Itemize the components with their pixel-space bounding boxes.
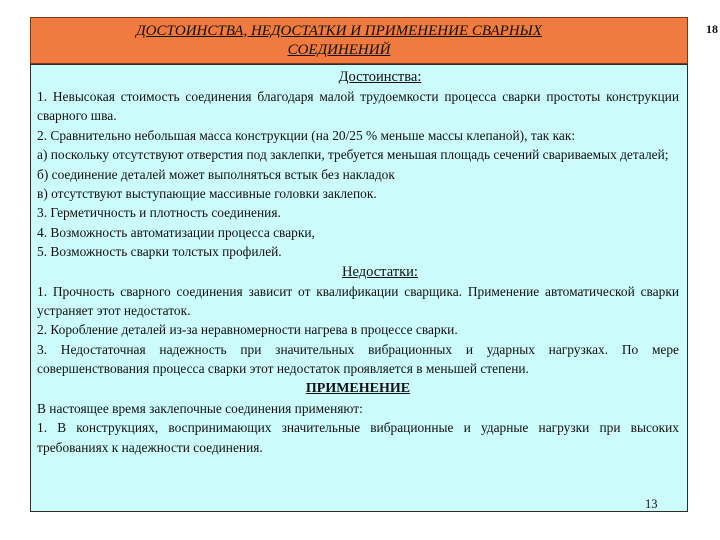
disadvantage-item: 1. Прочность сварного соединения зависит от квалификации сварщика. Применение автоматической сварки устраняет этот недостаток.	[37, 283, 679, 319]
title-line-1: ДОСТОИНСТВА, НЕДОСТАТКИ И ПРИМЕНЕНИЕ СВАРНЫХ	[136, 22, 542, 39]
advantage-item: 2. Сравнительно небольшая масса конструкции (на 20/25 % меньше массы клепаной), так как:	[37, 127, 576, 143]
disadvantages-heading: Недостатки:	[342, 263, 418, 280]
corner-slide-number: 18	[706, 22, 718, 36]
disadvantage-item: 2. Коробление деталей из-за неравномерности нагрева в процессе сварки.	[37, 322, 458, 338]
advantage-item: 4. Возможность автоматизации процесса сварки,	[37, 224, 315, 240]
content-panel	[30, 64, 688, 512]
advantage-item: 3. Герметичность и плотность соединения.	[37, 205, 281, 221]
application-item: 1. В конструкциях, воспринимающих значительные вибрационные и ударные нагрузки при высоких требованиях к надежности соединения.	[37, 420, 679, 455]
advantage-item: а) поскольку отсутствуют отверстия под заклепки, требуется меньшая площадь сечений свариваемых деталей;	[37, 147, 669, 163]
advantage-item: 5. Возможность сварки толстых профилей.	[37, 244, 282, 260]
application-item: В настоящее время заклепочные соединения применяют:	[37, 400, 363, 416]
advantages-heading: Достоинства:	[338, 69, 422, 85]
advantage-item: в) отсутствуют выступающие массивные головки заклепок.	[37, 186, 377, 202]
advantage-item: 1. Невысокая стоимость соединения благодаря малой трудоемкости процесса сварки простоты конструкции сварного шва.	[37, 89, 679, 124]
title-line-2: СОЕДИНЕНИЙ	[287, 41, 391, 58]
disadvantage-item: 3. Недостаточная надежность при значительных вибрационных и ударных нагрузках. По мере совершенствования процесса сварки этот недостаток проявляется в меньшей степени.	[37, 341, 679, 377]
page-number: 13	[645, 497, 658, 511]
advantage-item: б) соединение деталей может выполняться встык без накладок	[37, 166, 395, 182]
application-heading: ПРИМЕНЕНИЕ	[305, 380, 411, 396]
title-banner	[30, 17, 688, 64]
